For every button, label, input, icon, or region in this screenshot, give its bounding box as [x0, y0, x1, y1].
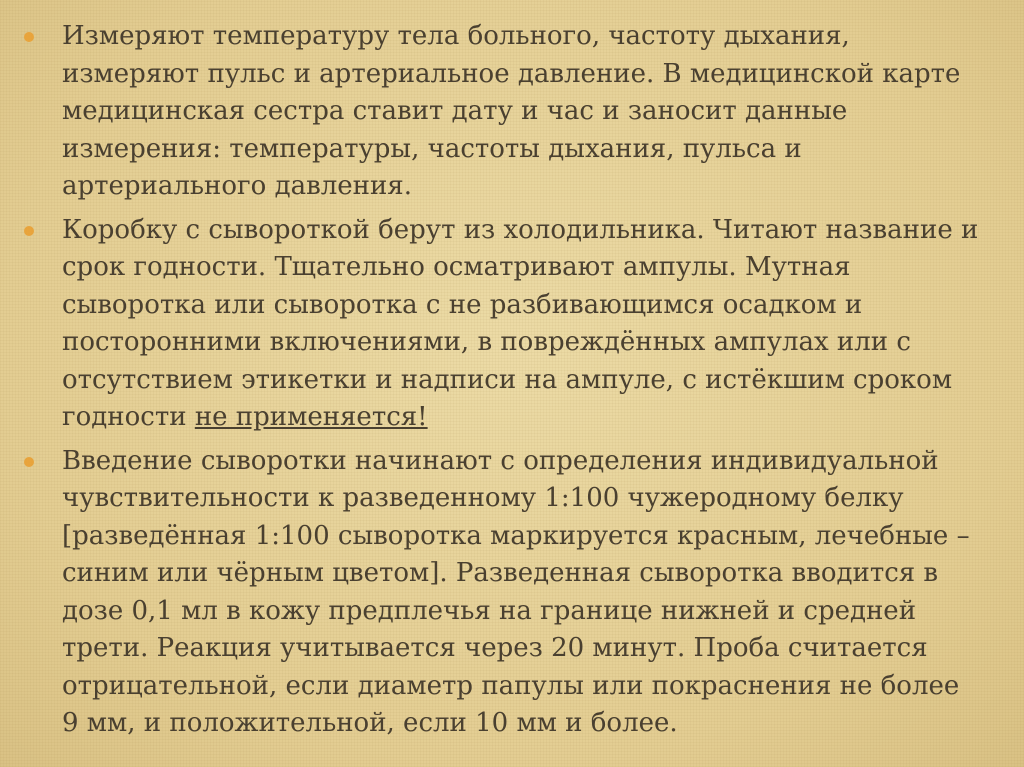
bullet-item-measurements: [24, 18, 984, 206]
bullet-item-serum-introduction: [24, 443, 984, 743]
bullet-text-underlined: не применяется!: [194, 402, 428, 432]
bullet-item-serum-check: [24, 212, 984, 437]
bullet-dot-icon: [24, 226, 34, 236]
bullet-text: Измеряют температуру тела больного, частоту дыхания, измеряют пульс и артериальное давление. В медицинской карте медицинская сестра ставит дату и час и заносит данные измерения: температуры, частоты дыхания, пульса и артериального давления.: [62, 21, 961, 201]
bullet-text: Коробку с сывороткой берут из холодильника. Читают название и срок годности. Тщательно осматривают ампулы. Мутная сыворотка или сыворотка с не разбивающимся осадком и посторонними включениями, в повреждённых ампулах или с отсутствием этикетки и надписи на ампуле, с истёкшим сроком годности: [62, 214, 979, 432]
bullet-dot-icon: [24, 32, 34, 42]
bullet-list: [24, 18, 984, 743]
bullet-text: Введение сыворотки начинают с определения индивидуальной чувствительности к разведенному 1:100 чужеродному белку [разведённая 1:100 сыворотка маркируется красным, лечебные – синим или чёрным цветом]. Разведенная сыворотка вводится в дозе 0,1 мл в кожу предплечья на границе нижней и средней трети. Реакция учитывается через 20 минут. Проба считается отрицательной, если диаметр папулы или покраснения не более 9 мм, и положительной, если 10 мм и более.: [62, 445, 970, 738]
bullet-dot-icon: [24, 457, 34, 467]
